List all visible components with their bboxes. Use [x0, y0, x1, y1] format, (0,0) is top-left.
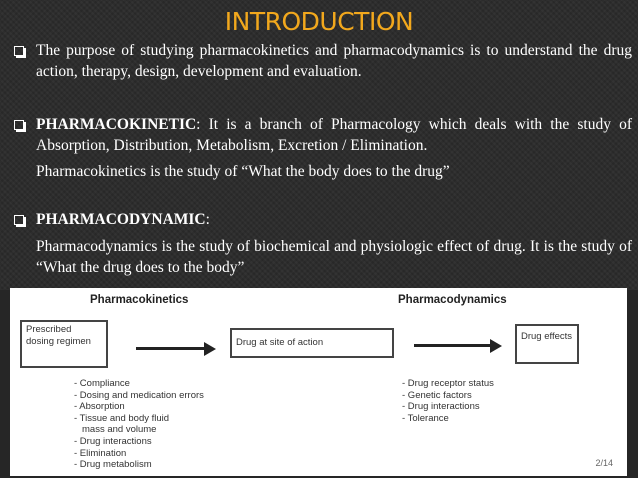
- bullet-pharmacokinetic: [12, 114, 632, 182]
- pk-pd-diagram: [10, 288, 627, 476]
- list-item: - Compliance: [74, 378, 130, 389]
- square-bullet-icon: [14, 120, 24, 130]
- list-item: - Drug interactions: [74, 435, 152, 447]
- right-arrow-icon: [490, 339, 502, 353]
- drug-effects-box: Drug effects: [515, 324, 579, 364]
- pk-text: : It is a branch of Pharmacology which deals with the study of Absorption, Distribution, Metabolism, Excretion / Elimination.: [36, 116, 632, 154]
- intro-text: The purpose of studying pharmacokinetics and pharmacodynamics is to understand the drug action, therapy, design, development and evaluation.: [36, 42, 632, 80]
- pd-keyword: PHARMACODYNAMIC: [36, 211, 206, 228]
- pd-label: Pharmacodynamics: [398, 294, 507, 306]
- pk-subtext: Pharmacokinetics is the study of “What the body does to the drug”: [36, 163, 450, 180]
- arrow-line-1: [136, 347, 206, 350]
- pk-factor-list: [74, 378, 204, 471]
- list-item: - Drug interactions: [402, 401, 480, 413]
- list-item: - Dosing and medication errors: [74, 389, 204, 401]
- list-item: - Tissue and body fluid: [74, 412, 170, 424]
- list-item: - Absorption: [74, 401, 125, 413]
- pd-factor-list: [402, 378, 494, 424]
- bullet-intro: [12, 40, 632, 82]
- arrow-line-2: [414, 344, 492, 347]
- list-item: - Drug receptor status: [402, 378, 494, 389]
- list-item: - Tolerance: [402, 412, 449, 424]
- list-item: - Elimination: [74, 447, 127, 459]
- pk-definition: [36, 114, 632, 156]
- right-arrow-icon: [204, 342, 216, 356]
- list-item: mass and volume: [82, 424, 157, 436]
- square-bullet-icon: [14, 215, 24, 225]
- pd-text: :: [205, 211, 210, 228]
- list-item: - Drug metabolism: [74, 459, 152, 471]
- regimen-box: Prescribed dosing regimen: [20, 320, 108, 368]
- page-number: 2/14: [595, 458, 613, 468]
- pd-subtext: Pharmacodynamics is the study of biochemical and physiologic effect of drug. It is the study of “What the drug does to the body”: [36, 238, 632, 276]
- slide-title: INTRODUCTION: [224, 7, 414, 36]
- pk-keyword: PHARMACOKINETIC: [36, 116, 197, 133]
- site-of-action-box: Drug at site of action: [230, 328, 394, 358]
- pk-label: Pharmacokinetics: [90, 294, 189, 306]
- bullet-pharmacodynamic: [12, 209, 632, 278]
- pd-definition: [36, 209, 632, 230]
- square-bullet-icon: [14, 46, 24, 56]
- list-item: - Genetic factors: [402, 389, 472, 401]
